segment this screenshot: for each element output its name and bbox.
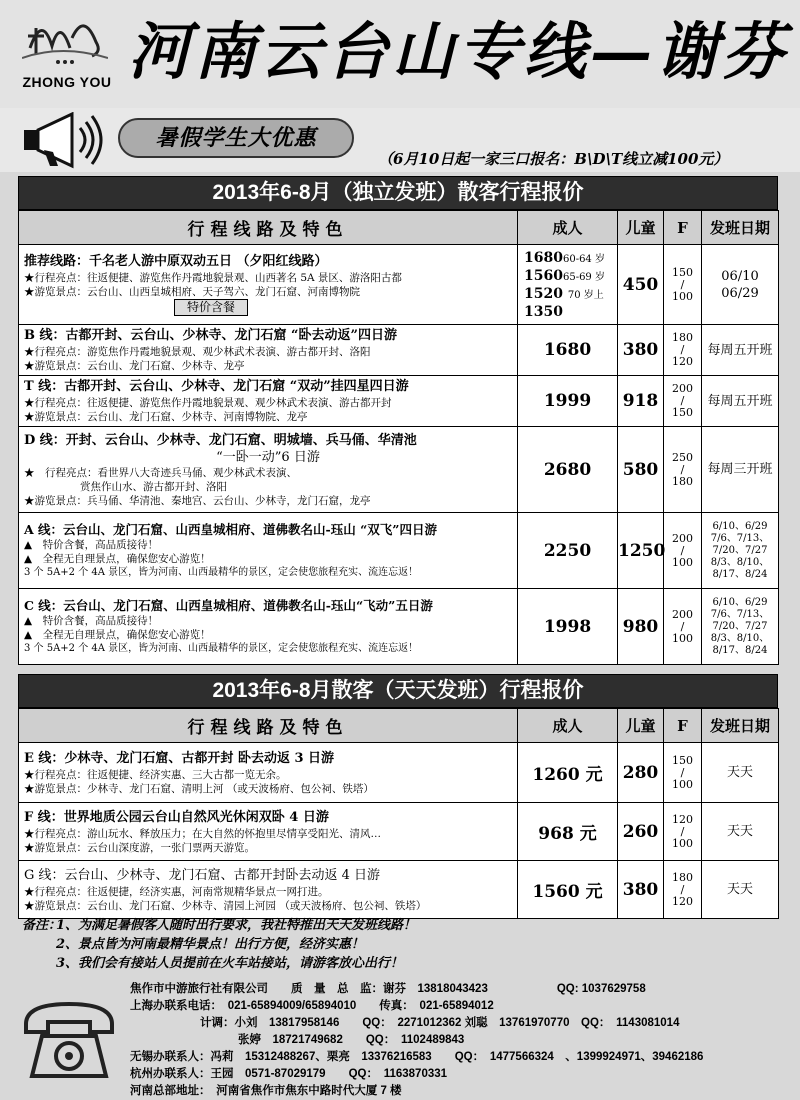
table-row xyxy=(19,803,779,861)
adult-price: 1999 xyxy=(518,376,618,427)
route-title: A 线：云台山、龙门石窟、山西皇城相府、道佛教名山-珏山 “双飞”四日游 xyxy=(24,522,437,537)
route-highlight: ★行程亮点：往返便捷、经济实惠、三大古都一览无余。 xyxy=(24,768,287,781)
route-highlight: ★ 行程亮点：看世界八大奇迹兵马俑、观少林武术表演、 xyxy=(24,466,297,479)
telephone-icon xyxy=(20,994,118,1082)
f-price: 180 / 120 xyxy=(664,325,702,376)
child-price: 980 xyxy=(618,589,664,665)
child-price: 380 xyxy=(618,861,664,919)
price-tier: 1560 xyxy=(524,267,563,284)
section-daily-tours xyxy=(18,674,778,919)
route-subtitle: “一卧一动”6 日游 xyxy=(216,449,320,465)
child-price: 450 xyxy=(618,245,664,325)
f-price: 180 / 120 xyxy=(664,861,702,919)
route-highlight: ★行程亮点：往返便捷、游览焦作丹霞地貌景观、观少林武术表演、游古都开封 xyxy=(24,397,392,409)
route-title: D 线：开封、云台山、少林寺、龙门石窟、明城墙、兵马俑、华清池 xyxy=(24,432,417,448)
contact-line: 杭州办联系人：王园 0571-87029179 QQ： 1163870331 xyxy=(130,1068,448,1080)
route-cell xyxy=(19,743,518,803)
remark-item: 3、我们会有接站人员提前在火车站接站，请游客放心出行！ xyxy=(56,956,404,971)
contact-line: 计调：小刘 13817958146 QQ： 2271012362 刘聪 13761970770 QQ： 1143081014 xyxy=(200,1017,680,1029)
route-highlight: ★行程亮点：往返便捷、游览焦作丹霞地貌景观、山西著名 5A 景区、游洛阳古都 xyxy=(24,272,402,284)
route-sights: ★游览景点：云台山、山西皇城相府、天子驾六、龙门石窟、河南博物院 xyxy=(24,286,360,298)
remark-item: 2、景点皆为河南最精华景点！出行方便，经济实惠！ xyxy=(56,937,365,952)
contact-block xyxy=(0,976,800,1100)
adult-price: 2250 xyxy=(518,513,618,589)
departure-dates: 每周五开班 xyxy=(702,325,779,376)
adult-price: 1998 xyxy=(518,589,618,665)
route-title: B 线：古都开封、云台山、少林寺、龙门石窟 “卧去动返”四日游 xyxy=(24,328,397,343)
route-cell xyxy=(19,589,518,665)
route-cell xyxy=(19,513,518,589)
contact-line: 张婷 18721749682 QQ： 1102489843 xyxy=(238,1034,465,1046)
route-sights: ★游览景点：云台山深度游，一张门票两天游览。 xyxy=(24,841,255,854)
route-title: 推荐线路：千名老人游中原双动五日 （夕阳红线路） xyxy=(24,254,328,269)
company-logo xyxy=(6,8,124,94)
price-tier: 1350 xyxy=(524,303,563,320)
table-row xyxy=(19,245,779,325)
page-title: 河南云台山专线—谢芬 xyxy=(128,15,789,88)
route-title: T 线：古都开封、云台山、少林寺、龙门石窟 “双动”挂四星四日游 xyxy=(24,379,409,394)
price-tier: 1520 xyxy=(524,285,563,302)
price-tier-note: 70 岁上 xyxy=(567,289,604,301)
route-feature: ▲ 全程无自理景点，确保您安心游览！ xyxy=(24,629,211,641)
route-feature: ▲ 全程无自理景点，确保您安心游览！ xyxy=(24,553,211,565)
table-row xyxy=(19,376,779,427)
adult-price: 1260 元 xyxy=(518,743,618,803)
remarks-label: 备注： xyxy=(22,918,62,933)
route-highlight-cont: 赏焦作山水、游古都开封、洛阳 xyxy=(80,480,227,493)
child-price: 260 xyxy=(618,803,664,861)
route-title: E 线：少林寺、龙门石窟、古都开封 卧去动返 3 日游 xyxy=(24,750,335,766)
adult-price: 1560 元 xyxy=(518,861,618,919)
route-sights: ★游览景点：云台山、龙门石窟、少林寺、河南博物院、龙亭 xyxy=(24,411,308,423)
megaphone-icon xyxy=(20,112,110,170)
header-dates: 发班日期 xyxy=(702,709,779,743)
table-row xyxy=(19,861,779,919)
route-title: G 线：云台山、少林寺、龙门石窟、古都开封卧去动返 4 日游 xyxy=(24,867,381,883)
contact-line: 上海办联系电话： 021-65894009/65894010 传真： 021-65894012 xyxy=(130,1000,494,1012)
zhongyou-logo-icon xyxy=(22,8,108,70)
table-row xyxy=(19,513,779,589)
child-price: 1250 xyxy=(618,513,664,589)
f-price: 200 / 100 xyxy=(664,513,702,589)
section-independent-tours xyxy=(18,176,778,665)
promo-note: （6月10日起一家三口报名：B\D\T线立减100元） xyxy=(378,150,729,168)
f-price: 150 / 100 xyxy=(664,245,702,325)
route-cell xyxy=(19,803,518,861)
remarks xyxy=(22,916,784,973)
promo-badge: 暑假学生大优惠 xyxy=(118,118,354,158)
adult-price-list xyxy=(518,245,618,325)
child-price: 280 xyxy=(618,743,664,803)
f-price: 150 / 100 xyxy=(664,743,702,803)
route-sights: ★游览景点：云台山、龙门石窟、少林寺、龙亭 xyxy=(24,360,245,372)
header-child: 儿童 xyxy=(618,709,664,743)
header-adult: 成人 xyxy=(518,211,618,245)
header-banner xyxy=(0,0,800,108)
departure-dates: 天天 xyxy=(702,743,779,803)
departure-dates: 06/10 06/29 xyxy=(702,245,779,325)
route-cell xyxy=(19,376,518,427)
table-row xyxy=(19,427,779,513)
route-highlight: ★行程亮点：往返便捷，经济实惠，河南常规精华景点一网打进。 xyxy=(24,885,329,898)
route-cell xyxy=(19,245,518,325)
route-sights: ★游览景点：云台山、龙门石窟、少林寺、清园上河园 （或天波杨府、包公祠、铁塔） xyxy=(24,899,427,912)
header-route: 行程线路及特色 xyxy=(19,709,518,743)
section-title: 2013年6-8月散客（天天发班）行程报价 xyxy=(18,674,778,708)
logo-text: ZHONG YOU xyxy=(22,74,112,90)
route-cell xyxy=(19,427,518,513)
route-title: C 线：云台山、龙门石窟、山西皇城相府、道佛教名山-珏山“飞动”五日游 xyxy=(24,598,433,613)
adult-price: 1680 xyxy=(518,325,618,376)
contact-line: 河南总部地址： 河南省焦作市焦东中路时代大厦 7 楼 xyxy=(130,1085,402,1097)
departure-dates: 每周五开班 xyxy=(702,376,779,427)
departure-dates: 6/10、6/29 7/6、7/13、 7/20、7/27 8/3、8/10、 8/17、8/24 xyxy=(702,589,779,665)
route-highlight: ★行程亮点：游览焦作丹霞地貌景观、观少林武术表演、游古都开封、洛阳 xyxy=(24,346,371,358)
header-adult: 成人 xyxy=(518,709,618,743)
departure-dates: 天天 xyxy=(702,861,779,919)
adult-price: 2680 xyxy=(518,427,618,513)
route-highlight: ★行程亮点：游山玩水、释放压力；在大自然的怀抱里尽情享受阳光、清风… xyxy=(24,827,381,840)
departure-dates: 每周三开班 xyxy=(702,427,779,513)
route-cell xyxy=(19,325,518,376)
header-child: 儿童 xyxy=(618,211,664,245)
price-tier: 1680 xyxy=(524,249,563,266)
route-cell xyxy=(19,861,518,919)
section-title: 2013年6-8月（独立发班）散客行程报价 xyxy=(18,176,778,210)
child-price: 580 xyxy=(618,427,664,513)
table-row xyxy=(19,589,779,665)
header-dates: 发班日期 xyxy=(702,211,779,245)
header-f: F xyxy=(664,709,702,743)
route-feature: ▲ 特价含餐，高品质接待！ xyxy=(24,615,159,627)
departure-dates: 6/10、6/29 7/6、7/13、 7/20、7/27 8/3、8/10、 8/17、8/24 xyxy=(702,513,779,589)
child-price: 918 xyxy=(618,376,664,427)
price-table-daily xyxy=(18,708,779,919)
f-price: 200 / 100 xyxy=(664,589,702,665)
contact-line: 无锡办联系人：冯莉 15312488267、栗亮 13376216583 QQ： 1477566324 、1399924971、39462186 xyxy=(130,1051,704,1063)
price-tier-note: 60-64 岁 xyxy=(562,253,605,265)
price-tier-note: 65-69 岁 xyxy=(562,271,605,283)
route-summary: 3 个 5A+2 个 4A 景区，皆为河南、山西最精华的景区，定会使您旅程充实、流连忘返！ xyxy=(24,567,419,578)
f-price: 250 / 180 xyxy=(664,427,702,513)
table-row xyxy=(19,325,779,376)
table-row xyxy=(19,743,779,803)
remark-item: 1、为满足暑假客人随时出行要求，我社特推出天天发班线路！ xyxy=(56,918,417,933)
f-price: 200 / 150 xyxy=(664,376,702,427)
promo-zone xyxy=(0,108,800,172)
route-summary: 3 个 5A+2 个 4A 景区，皆为河南、山西最精华的景区，定会使您旅程充实、流连忘返！ xyxy=(24,643,419,654)
price-table-independent xyxy=(18,210,779,665)
route-feature: ▲ 特价含餐，高品质接待！ xyxy=(24,539,159,551)
route-title: F 线：世界地质公园云台山自然风光休闲双卧 4 日游 xyxy=(24,809,329,825)
route-sights: ★游览景点：兵马俑、华清池、秦地宫、云台山、少林寺，龙门石窟，龙亭 xyxy=(24,494,371,507)
adult-price: 968 元 xyxy=(518,803,618,861)
child-price: 380 xyxy=(618,325,664,376)
f-price: 120 / 100 xyxy=(664,803,702,861)
header-f: F xyxy=(664,211,702,245)
route-sights: ★游览景点：少林寺、龙门石窟、清明上河 （或天波杨府、包公祠、铁塔） xyxy=(24,782,374,795)
contact-line: 焦作市中游旅行社有限公司 质 量 总 监：谢芬 13818043423 QQ: 1037629758 xyxy=(130,983,646,995)
departure-dates: 天天 xyxy=(702,803,779,861)
special-meal-badge: 特价含餐 xyxy=(174,299,248,316)
header-route: 行程线路及特色 xyxy=(19,211,518,245)
